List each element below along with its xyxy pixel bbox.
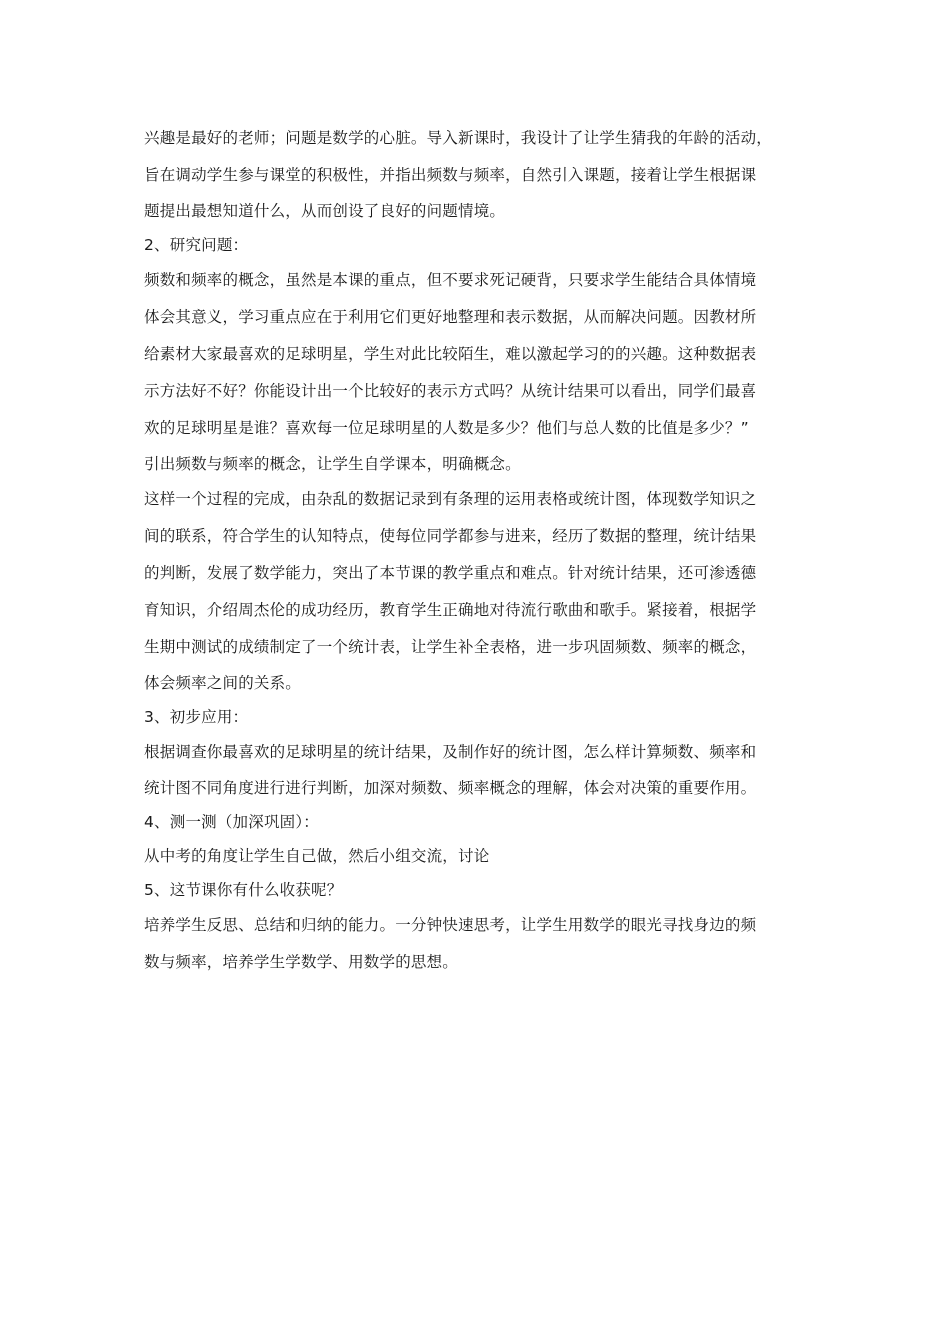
paragraph-line: 兴趣是最好的老师；问题是数学的心脏。导入新课时，我设计了让学生猜我的年龄的活动，: [144, 129, 773, 147]
paragraph-line: 育知识，介绍周杰伦的成功经历，教育学生正确地对待流行歌曲和歌手。紧接着，根据学: [144, 601, 757, 619]
section-heading: 5、这节课你有什么收获呢？: [144, 881, 343, 899]
document-body: [144, 120, 824, 981]
paragraph-line: 示方法好不好？你能设计出一个比较好的表示方式吗？从统计结果可以看出，同学们最喜: [144, 382, 757, 400]
paragraph-line: 频数和频率的概念，虽然是本课的重点，但不要求死记硬背，只要求学生能结合具体情境: [144, 271, 757, 289]
paragraph-line: 的判断，发展了数学能力，突出了本节课的教学重点和难点。针对统计结果，还可渗透德: [144, 564, 757, 582]
paragraph-line: 给素材大家最喜欢的足球明星，学生对此比较陌生，难以激起学习的的兴趣。这种数据表: [144, 345, 757, 363]
paragraph-line: 生期中测试的成绩制定了一个统计表，让学生补全表格，进一步巩固频数、频率的概念，: [144, 638, 757, 656]
section-heading: 2、研究问题：: [144, 236, 249, 254]
paragraph-line: 题提出最想知道什么，从而创设了良好的问题情境。: [144, 202, 506, 220]
section-heading: 3、初步应用：: [144, 708, 249, 726]
paragraph-line: 培养学生反思、总结和归纳的能力。一分钟快速思考，让学生用数学的眼光寻找身边的频: [144, 916, 757, 934]
paragraph-line: 根据调查你最喜欢的足球明星的统计结果，及制作好的统计图，怎么样计算频数、频率和: [144, 743, 757, 761]
paragraph-line: 这样一个过程的完成，由杂乱的数据记录到有条理的运用表格或统计图，体现数学知识之: [144, 490, 757, 508]
section-heading: 4、测一测（加深巩固）：: [144, 813, 320, 831]
paragraph-line: 从中考的角度让学生自己做，然后小组交流，讨论: [144, 847, 490, 865]
paragraph-line: 欢的足球明星是谁？喜欢每一位足球明星的人数是多少？他们与总人数的比值是多少？”: [144, 419, 749, 437]
paragraph-line: 体会频率之间的关系。: [144, 674, 302, 692]
paragraph-line: 旨在调动学生参与课堂的积极性，并指出频数与频率，自然引入课题，接着让学生根据课: [144, 166, 757, 184]
paragraph-line: 引出频数与频率的概念，让学生自学课本，明确概念。: [144, 455, 521, 473]
paragraph-line: 间的联系，符合学生的认知特点，使每位同学都参与进来，经历了数据的整理，统计结果: [144, 527, 757, 545]
paragraph-line: 统计图不同角度进行进行判断，加深对频数、频率概念的理解，体会对决策的重要作用。: [144, 779, 757, 797]
paragraph-line: 体会其意义，学习重点应在于利用它们更好地整理和表示数据，从而解决问题。因教材所: [144, 308, 757, 326]
paragraph-line: 数与频率，培养学生学数学、用数学的思想。: [144, 953, 459, 971]
